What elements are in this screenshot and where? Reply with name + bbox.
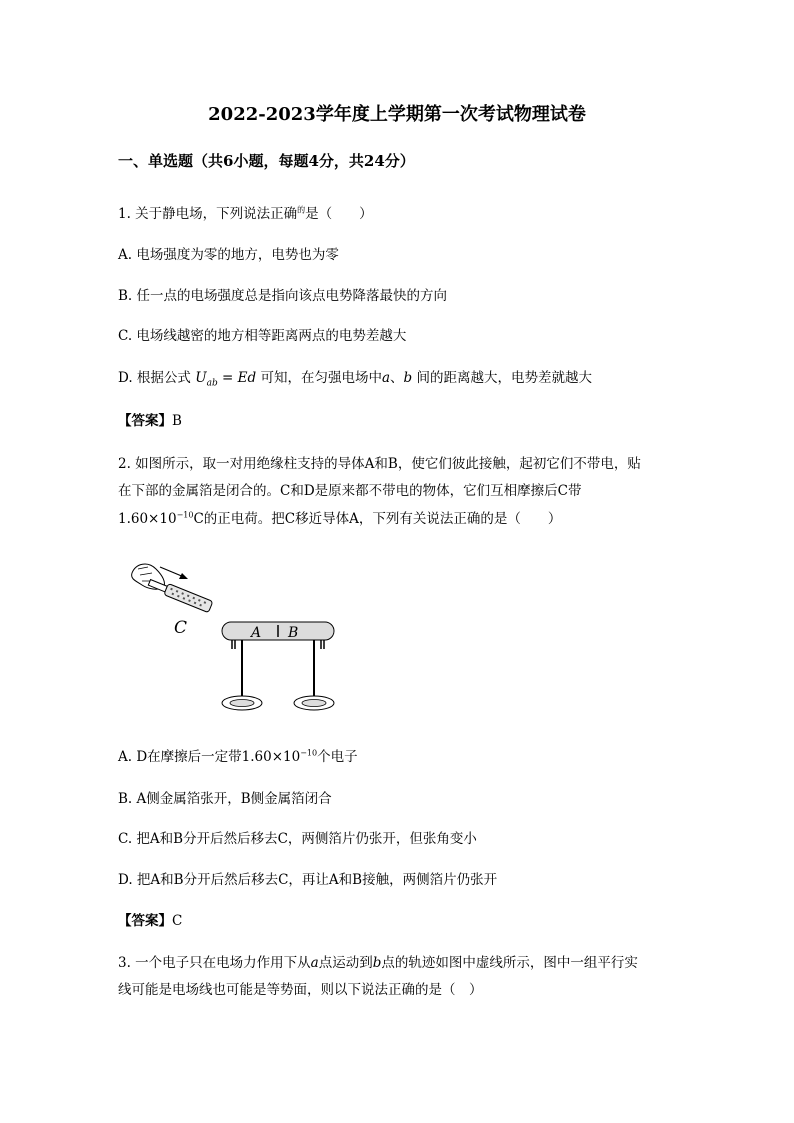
q1-stem-text: 1. 关于静电场，下列说法正确 bbox=[118, 206, 298, 222]
q1-option-b: B. 任一点的电场强度总是指向该点电势降落最快的方向 bbox=[118, 288, 448, 304]
q2-line3-rest: C的正电荷。把C移近导体A，下列有关说法正确的是（ ） bbox=[193, 511, 562, 527]
answer-label: 【答案】 bbox=[118, 913, 172, 929]
q2-line3 bbox=[118, 507, 561, 527]
q2-option-b: B. A侧金属箔张开，B侧金属箔闭合 bbox=[118, 791, 332, 807]
q1-stem bbox=[118, 202, 373, 222]
q1-d-tail: 间的距离越大，电势差就越大 bbox=[412, 370, 592, 386]
label-a: A bbox=[251, 625, 262, 641]
q3-line1-a: 3. 一个电子只在电场力作用下从 bbox=[118, 955, 311, 971]
q2-answer bbox=[118, 909, 182, 929]
q3-line1 bbox=[118, 951, 638, 971]
q1-answer bbox=[118, 409, 182, 429]
q2-line1: 2. 如图所示，取一对用绝缘柱支持的导体A和B，使它们彼此接触，起初它们不带电，贴 bbox=[118, 456, 641, 472]
var-a: a bbox=[310, 955, 319, 971]
q3-line2: 线可能是电场线也可能是等势面，则以下说法正确的是（ ） bbox=[118, 982, 483, 998]
electron-number: 1.60×10 bbox=[241, 749, 301, 765]
var-a: a bbox=[381, 370, 391, 386]
formula-u: U bbox=[195, 370, 207, 386]
label-b: B bbox=[288, 625, 299, 641]
q2-option-d: D. 把A和B分开后然后移去C，再让A和B接触，两侧箔片仍张开 bbox=[118, 872, 498, 888]
rod-c bbox=[147, 577, 213, 613]
answer-label: 【答案】 bbox=[118, 413, 172, 429]
q1-option-d bbox=[118, 366, 592, 389]
q1-d-sep: 、 bbox=[390, 370, 404, 386]
q2-option-a bbox=[118, 745, 358, 765]
q1-stem-sup: 的 bbox=[297, 205, 306, 215]
var-b: b bbox=[372, 955, 382, 971]
q2-a-prefix: A. D在摩擦后一定带 bbox=[118, 749, 242, 765]
electroscope-figure bbox=[118, 555, 348, 725]
q1-d-mid: 可知，在匀强电场中 bbox=[260, 370, 382, 386]
q3-line1-b: 点运动到 bbox=[318, 955, 373, 971]
q3-line1-c: 点的轨迹如图中虚线所示，图中一组平行实 bbox=[381, 955, 638, 971]
formula-sub: ab bbox=[206, 378, 218, 389]
charge-number: 1.60×10 bbox=[118, 511, 177, 527]
q2-line2: 在下部的金属箔是闭合的。C和D是原来都不带电的物体，它们互相摩擦后C带 bbox=[118, 483, 582, 499]
electron-exponent: −10 bbox=[300, 748, 318, 758]
var-b: b bbox=[403, 370, 413, 386]
q2-a-tail: 个电子 bbox=[317, 749, 358, 765]
q1-d-prefix: D. 根据公式 bbox=[118, 370, 191, 386]
section-heading: 一、单选题（共6小题，每题4分，共24分） bbox=[118, 152, 415, 170]
page-title: 2022-2023学年度上学期第一次考试物理试卷 bbox=[208, 104, 586, 125]
charge-exponent: −10 bbox=[176, 510, 194, 520]
q2-option-c: C. 把A和B分开后然后移去C，两侧箔片仍张开，但张角变小 bbox=[118, 831, 477, 847]
formula-eq: = Ed bbox=[217, 370, 257, 386]
q1-stem-tail: 是（ ） bbox=[305, 206, 373, 222]
q1-option-c: C. 电场线越密的地方相等距离两点的电势差越大 bbox=[118, 328, 407, 344]
q1-option-a: A. 电场强度为零的地方，电势也为零 bbox=[118, 247, 339, 263]
answer-value: C bbox=[172, 913, 183, 929]
answer-value: B bbox=[172, 413, 182, 429]
label-c: C bbox=[174, 618, 188, 638]
